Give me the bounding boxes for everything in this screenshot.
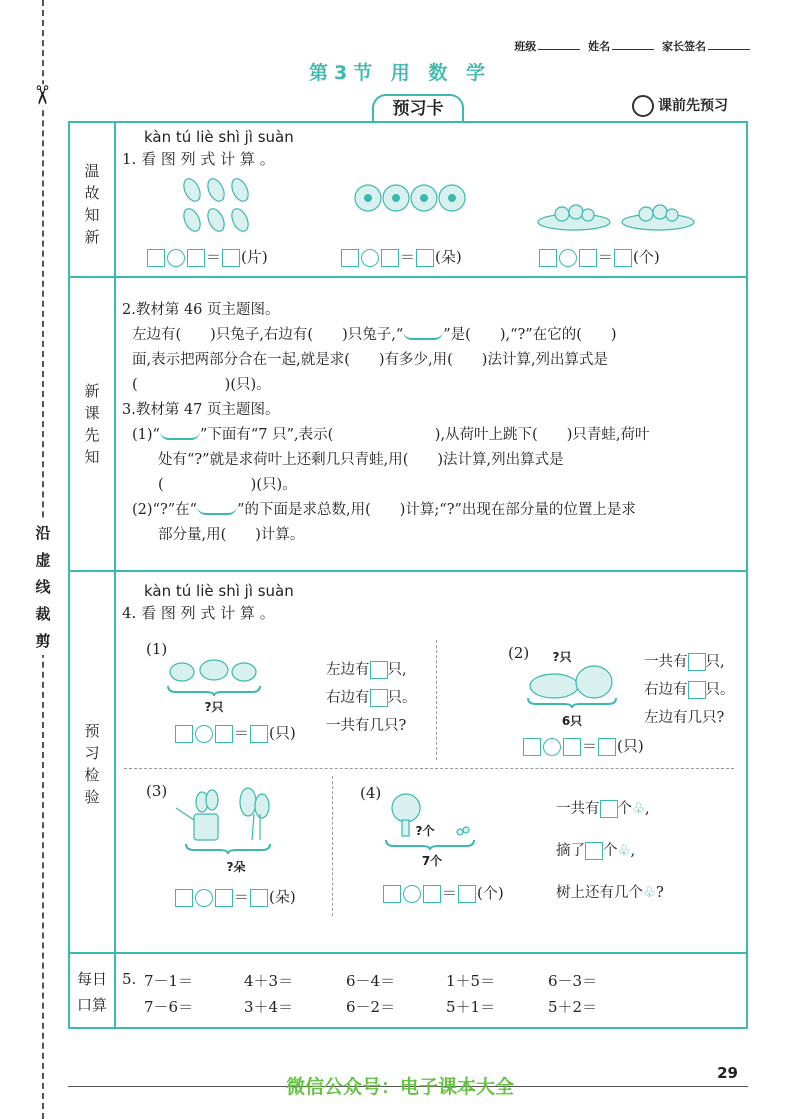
flowers-picture [352, 180, 472, 216]
answer-box[interactable] [187, 249, 205, 267]
answer-box[interactable] [614, 249, 632, 267]
answer-box[interactable] [383, 885, 401, 903]
answer-box[interactable] [215, 889, 233, 907]
operator-circle[interactable] [195, 889, 213, 907]
q1-title: 1. 看 图 列 式 计 算 。 [122, 150, 275, 168]
parent-sign-field[interactable] [708, 49, 750, 50]
answer-box[interactable] [147, 249, 165, 267]
peach-icon: ♧ [617, 843, 631, 859]
brace-symbol [197, 506, 237, 515]
answer-box[interactable] [539, 249, 557, 267]
rabbits-picture [166, 656, 262, 696]
side-label-preview-check: 预 习 检 验 [84, 722, 100, 806]
q4-pinyin: kàn tú liè shì jì suàn [144, 582, 294, 600]
answer-box[interactable] [585, 842, 603, 860]
p2-text: 一共有 只, 右边有 只。 左边有几只? [644, 654, 735, 726]
answer-box[interactable] [341, 249, 359, 267]
divider-dashed [124, 768, 734, 769]
name-field[interactable] [612, 49, 654, 50]
p1-number: (1) [146, 640, 168, 658]
answer-box[interactable] [523, 738, 541, 756]
p4-equation: ＝ (个) [382, 882, 504, 903]
side-label-new-lesson: 新 课 先 知 [84, 382, 100, 466]
p4-text: 一共有 个♧, 摘了 个♧, 树上还有几个♧? [556, 801, 664, 901]
p4-tree-label: ?个 [415, 824, 435, 838]
answer-box[interactable] [688, 653, 706, 671]
side-divider [114, 121, 116, 1029]
side-label-review: 温 故 知 新 [84, 162, 100, 246]
p1-text: 左边有 只, 右边有 只。 一共有几只? [326, 662, 417, 734]
operator-circle[interactable] [559, 249, 577, 267]
q1-equation-1: ＝ (片) [146, 246, 268, 267]
q4-title: 4. 看 图 列 式 计 算 。 [122, 604, 275, 622]
q5-row-2: 7－6＝ 3＋4＝ 6－2＝ 5＋1＝ 5＋2＝ [144, 998, 598, 1016]
answer-box[interactable] [423, 885, 441, 903]
p4-number: (4) [360, 784, 382, 802]
brace-symbol [160, 431, 200, 440]
flowers-watering-can-picture [172, 784, 282, 856]
name-label: 姓名 [588, 40, 611, 53]
class-field[interactable] [538, 49, 580, 50]
q5-number: 5. [122, 970, 137, 988]
cut-instruction: 沿 虚 线 裁 剪 [30, 520, 56, 655]
peach-icon: ♧ [643, 885, 656, 901]
page-number: 29 [717, 1064, 738, 1082]
tree-picture [380, 790, 480, 850]
class-label: 班级 [514, 40, 537, 53]
fruit-plates-picture [536, 198, 696, 232]
p3-number: (3) [146, 782, 168, 800]
parent-sign-label: 家长签名 [662, 40, 706, 53]
answer-box[interactable] [563, 738, 581, 756]
answer-box[interactable] [250, 889, 268, 907]
answer-box[interactable] [416, 249, 434, 267]
brace-symbol [403, 331, 443, 340]
preview-label: 课前先预习 [632, 95, 728, 117]
answer-box[interactable] [175, 725, 193, 743]
answer-box[interactable] [579, 249, 597, 267]
answer-box[interactable] [175, 889, 193, 907]
answer-box[interactable] [688, 681, 706, 699]
q5-row-1: 7－1＝ 4＋3＝ 6－4＝ 1＋5＝ 6－3＝ [144, 972, 598, 990]
operator-circle[interactable] [403, 885, 421, 903]
q1-equation-3: ＝ (个) [538, 246, 660, 267]
q2-block: 2.教材第 46 页主题图。 左边有( )只兔子,右边有( )只兔子,“ ”是( ),“?”在它的( ) 面,表示把两部分合在一起,就是求( )有多少,用( )法计算,列出算式是 ( )(只)。 3.教材第 47 页主题图。 (1)“ ”下面有“7 只”,表示( ),从荷叶上跳下( )只青蛙,荷叶 处有“?”就是求荷叶上还剩几只青蛙,用( )法计算,列出算式是 ( )(只)。 (2)“?”在“ ”的下面是求总数,用( )计算;“?”出现在部分量的位置上是求 部分量,用( )计算。 [122, 302, 650, 543]
operator-circle[interactable] [361, 249, 379, 267]
card-title: 预习卡 [372, 94, 464, 122]
student-info [514, 38, 754, 54]
side-label-daily: 每日 口算 [76, 970, 107, 1014]
leaves-picture [180, 176, 254, 236]
answer-box[interactable] [222, 249, 240, 267]
p1-brace-label: ?只 [204, 700, 224, 714]
p2-number: (2) [508, 644, 530, 662]
p1-equation: ＝ (只) [174, 722, 296, 743]
p2-top-label: ?只 [552, 650, 572, 664]
row-divider-2 [68, 570, 748, 572]
scissors-icon: ✂ [25, 84, 56, 106]
answer-box[interactable] [370, 661, 388, 679]
operator-circle[interactable] [195, 725, 213, 743]
divider-dashed [332, 776, 333, 916]
answer-box[interactable] [215, 725, 233, 743]
answer-box[interactable] [370, 689, 388, 707]
divider-dashed [436, 640, 437, 760]
answer-box[interactable] [458, 885, 476, 903]
p4-brace-label: 7个 [421, 854, 443, 868]
row-divider-1 [68, 276, 748, 278]
clock-icon [632, 95, 654, 117]
q1-pinyin: kàn tú liè shì jì suàn [144, 128, 294, 146]
row-divider-3 [68, 952, 748, 954]
rabbits-picture-2 [524, 660, 620, 710]
answer-box[interactable] [250, 725, 268, 743]
operator-circle[interactable] [543, 738, 561, 756]
answer-box[interactable] [381, 249, 399, 267]
q1-equation-2: ＝ (朵) [340, 246, 462, 267]
answer-box[interactable] [600, 800, 618, 818]
section-title: 第3节 用 数 学 [308, 62, 492, 84]
p2-equation: ＝ (只) [522, 735, 644, 756]
p3-equation: ＝ (朵) [174, 886, 296, 907]
peach-icon: ♧ [632, 801, 645, 817]
answer-box[interactable] [598, 738, 616, 756]
p2-brace-label: 6只 [561, 714, 583, 728]
p3-brace-label: ?朵 [226, 860, 246, 874]
operator-circle[interactable] [167, 249, 185, 267]
wechat-footer: 微信公众号：电子课本大全 [285, 1076, 514, 1098]
